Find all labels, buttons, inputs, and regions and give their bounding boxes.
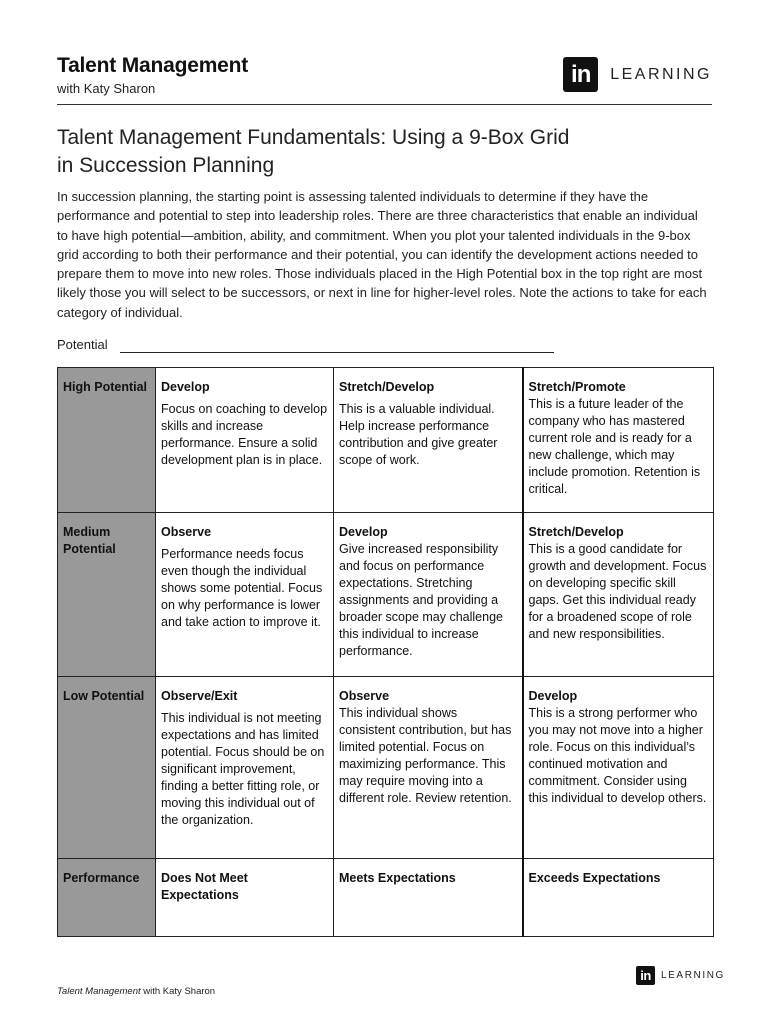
row-label-medium-potential: Medium Potential xyxy=(58,513,156,677)
grid-cell xyxy=(523,368,714,513)
grid-row-performance xyxy=(58,859,714,937)
grid-row-low-potential xyxy=(58,677,714,859)
cell-heading: Stretch/Promote xyxy=(528,380,626,394)
cell-heading: Does Not Meet Expectations xyxy=(161,871,248,902)
cell-body: Give increased responsibility and focus on performance expectations. Stretching assignments and providing a broader scope may challenge this individual to increase performance. xyxy=(339,542,503,658)
linkedin-in-icon: in xyxy=(636,966,655,985)
linkedin-in-icon: in xyxy=(563,57,598,92)
cell-body: This is a future leader of the company who has mastered current role and is ready for a new challenge, which may include promotion. Retention is critical. xyxy=(528,397,701,496)
grid-cell xyxy=(523,513,714,677)
cell-body: Focus on coaching to develop skills and increase performance. Ensure a solid development plan is in place. xyxy=(161,402,328,467)
cell-heading: Observe xyxy=(161,525,212,539)
performance-column-label xyxy=(334,859,523,937)
linkedin-learning-logo xyxy=(563,57,712,92)
cell-heading: Observe xyxy=(339,689,390,703)
grid-cell xyxy=(523,677,714,859)
cell-heading: Develop xyxy=(161,380,210,394)
row-label-high-potential: High Potential xyxy=(58,368,156,513)
cell-body: This is a strong performer who you may not move into a higher role. Focus on this individual’s continued motivation and commitment. Consider using this individual to develop others. xyxy=(528,706,707,805)
course-instructor: with Katy Sharon xyxy=(57,81,156,96)
potential-fill-line xyxy=(120,352,554,353)
footer-logo-text: LEARNING xyxy=(661,970,725,981)
footer-byline: with Katy Sharon xyxy=(140,986,216,997)
row-label-performance: Performance xyxy=(58,859,156,937)
cell-heading: Stretch/Develop xyxy=(339,380,435,394)
cell-body: This individual is not meeting expectations and has limited potential. Focus should be on significant improvement, finding a better fitting role, or moving this individual out of the organization. xyxy=(161,711,325,827)
cell-heading: Develop xyxy=(528,689,578,703)
nine-box-grid xyxy=(57,367,714,937)
logo-text: LEARNING xyxy=(610,65,712,83)
cell-body: This is a good candidate for growth and development. Focus on developing specific skill gaps. Get this individual ready for a broadened scope of role and new responsibilities. xyxy=(528,542,707,641)
grid-cell xyxy=(334,677,523,859)
course-title: Talent Management xyxy=(57,54,249,77)
footer-course-title: Talent Management xyxy=(57,986,141,997)
performance-column-label xyxy=(523,859,714,937)
cell-body: This is a valuable individual. Help increase performance contribution and give greater scope of work. xyxy=(339,402,498,467)
footer-credit xyxy=(57,986,215,997)
document-title-line-1: Talent Management Fundamentals: Using a 9-Box Grid xyxy=(57,126,570,149)
grid-row-high-potential xyxy=(58,368,714,513)
potential-label: Potential xyxy=(57,337,108,352)
performance-column-label xyxy=(156,859,334,937)
cell-heading: Develop xyxy=(339,525,388,539)
grid-row-medium-potential xyxy=(58,513,714,677)
cell-body: Performance needs focus even though the individual shows some potential. Focus on why performance is lower and take action to improve it. xyxy=(161,547,323,629)
grid-cell xyxy=(334,368,523,513)
document-title xyxy=(57,124,657,180)
intro-paragraph: In succession planning, the starting point is assessing talented individuals to determine if they have the performance and potential to step into leadership roles. There are three characteristics that enable an individual to have high potential—ambition, ability, and commitment. When you plot your talented individuals in the 9-box grid according to both their performance and their potential, you can identify the development actions needed to prepare them to move into new roles. Those individuals placed in the High Potential box in the top right are most likely those you will select to be successors, or next in line for higher-level roles. Note the actions to take for each category of individual. xyxy=(57,189,707,320)
cell-body: This individual shows consistent contribution, but has limited potential. Focus on maximizing performance. This may require moving into a different role. Review retention. xyxy=(339,706,512,805)
grid-cell xyxy=(156,513,334,677)
row-label-low-potential: Low Potential xyxy=(58,677,156,859)
document-title-line-2: in Succession Planning xyxy=(57,154,275,177)
cell-heading: Observe/Exit xyxy=(161,689,238,703)
grid-cell xyxy=(334,513,523,677)
grid-cell xyxy=(156,677,334,859)
cell-heading: Exceeds Expectations xyxy=(528,871,661,885)
grid-cell xyxy=(156,368,334,513)
cell-heading: Meets Expectations xyxy=(339,871,456,885)
footer-linkedin-learning-logo xyxy=(636,966,725,985)
page-header xyxy=(57,54,712,105)
cell-heading: Stretch/Develop xyxy=(528,525,624,539)
